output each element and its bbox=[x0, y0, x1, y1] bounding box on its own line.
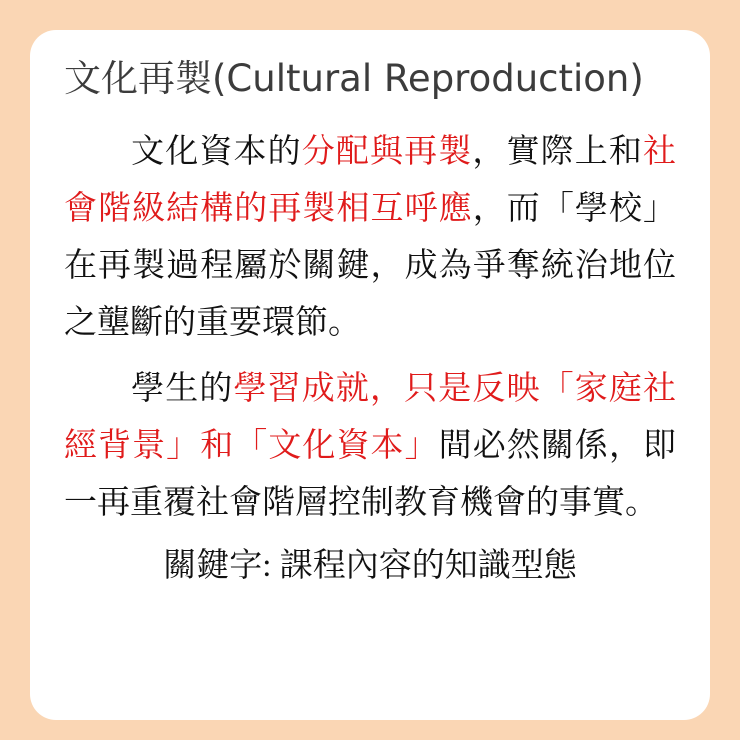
paragraph-one-seg-0: 文化資本的 bbox=[130, 134, 302, 171]
keyword-line: 關鍵字: 課程內容的知識型態 bbox=[163, 547, 577, 584]
content-card bbox=[30, 30, 710, 720]
paragraph-two-seg-0: 學生的 bbox=[130, 371, 234, 408]
paragraph-one-seg-4: ，而「學校」在再製過程屬於關鍵，成為爭奪統治地位之壟斷的重要環節。 bbox=[64, 191, 677, 341]
paragraph-two-seg-1: 學習成就，只是反映「家庭社經背景」和「文化資本」 bbox=[64, 371, 676, 464]
paragraph-one bbox=[64, 124, 676, 351]
paragraph-two-seg-2: 間必然關係，即一再重覆社會階層控制教育機會的事實。 bbox=[64, 428, 677, 521]
paragraph-one-seg-2: ，實際上和 bbox=[472, 134, 643, 171]
paragraph-one-seg-3: 社會階級結構的再製相互呼應 bbox=[64, 134, 676, 227]
paragraph-two bbox=[64, 361, 676, 531]
page-title: 文化再製(Cultural Reproduction) bbox=[64, 57, 644, 100]
paragraph-one-seg-1: 分配與再製 bbox=[301, 134, 473, 171]
